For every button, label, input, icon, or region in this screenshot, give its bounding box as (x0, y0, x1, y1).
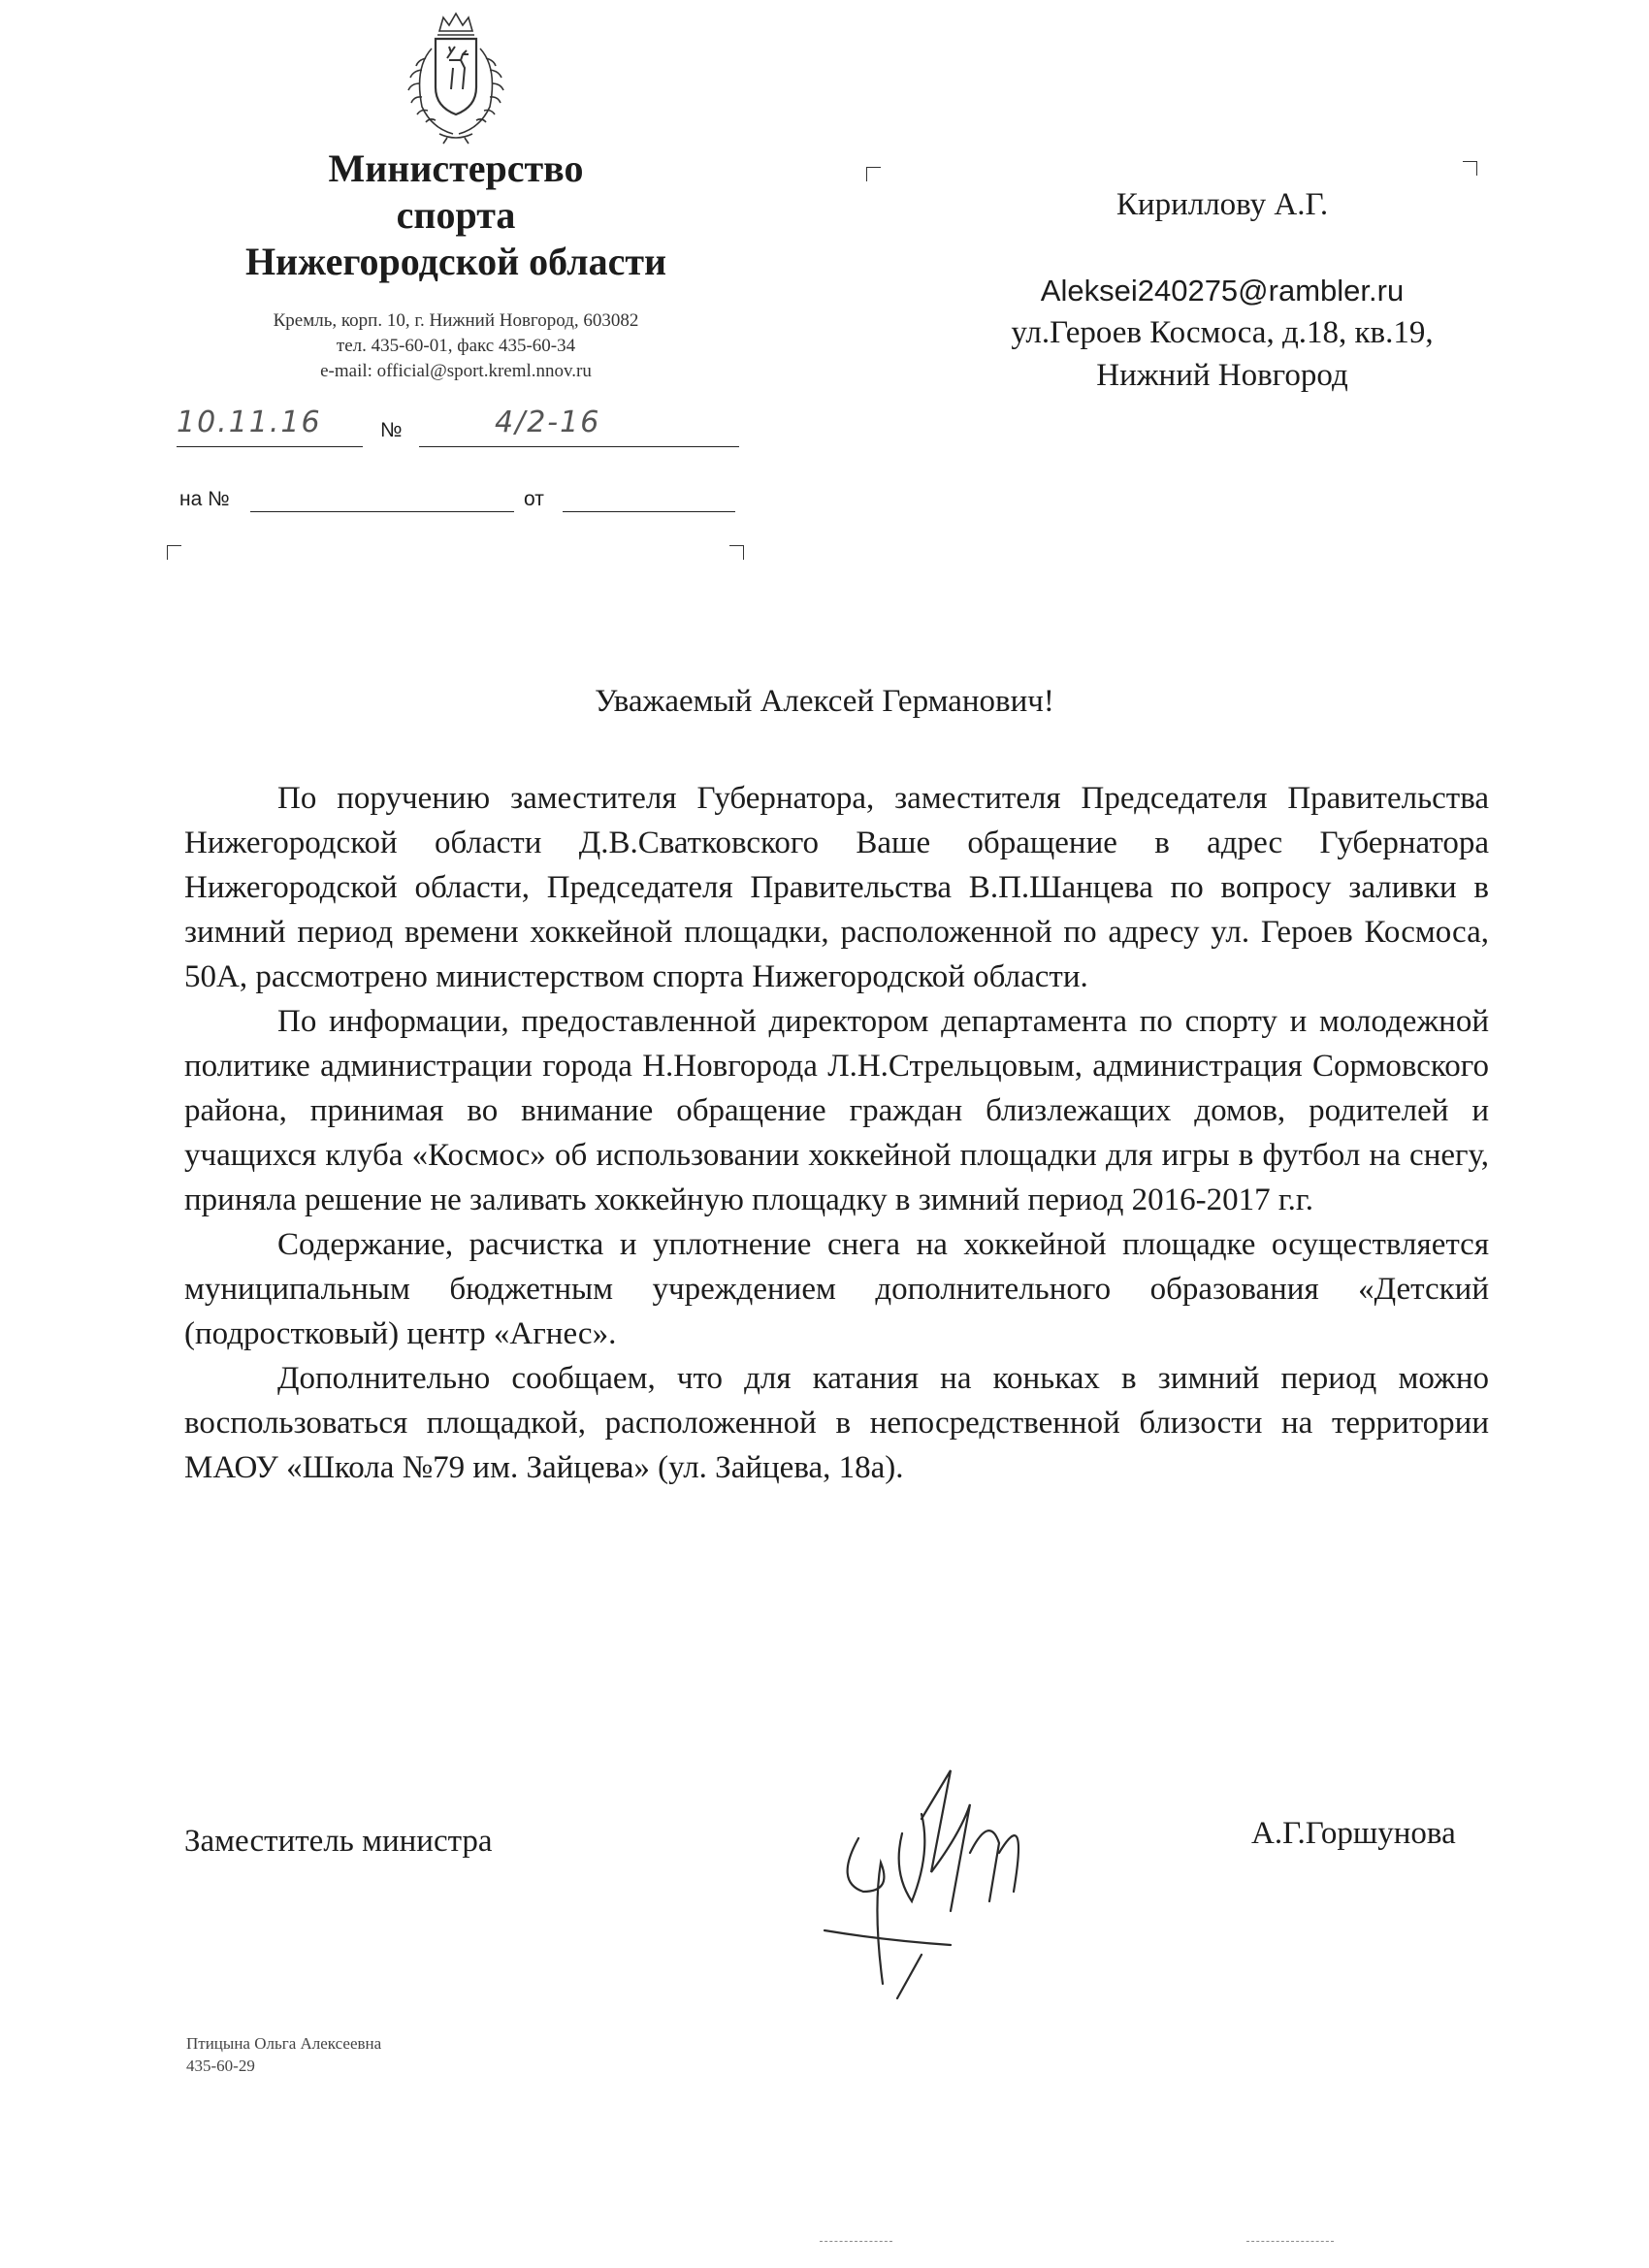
body-paragraph-4: Дополнительно сообщаем, что для катания на коньках в зимний период можно воспользоваться площадкой, расположенной в непосредственной близости на территории МАОУ «Школа №79 им. Зайцева» (ул. Зайцева, 18а). (184, 1361, 1489, 1485)
address-line: Кремль, корп. 10, г. Нижний Новгород, 603082 (273, 310, 639, 331)
ministry-name-line1: Министерство (328, 146, 584, 190)
greeting: Уважаемый Алексей Германович! (595, 684, 1054, 719)
ref-number-label: на № (179, 488, 230, 510)
handwritten-signature (805, 1746, 1096, 2037)
ref-date-underline (563, 511, 735, 512)
corner-mark-top-left (167, 545, 181, 560)
ministry-name (155, 146, 757, 285)
letter-body (184, 776, 1489, 1490)
scan-mark (820, 2241, 892, 2242)
executor-info (186, 2032, 381, 2077)
signatory-position: Заместитель министра (184, 1824, 493, 1859)
ref-from-label: от (524, 488, 544, 510)
body-paragraph-3: Содержание, расчистка и уплотнение снега на хоккейной площадке осуществляется муниципальным бюджетным учреждением дополнительного образования «Детский (подростковый) центр «Агнес». (184, 1227, 1489, 1351)
corner-mark-recipient-left (866, 167, 881, 181)
recipient-name: Кириллову А.Г. (1116, 187, 1329, 222)
phone-fax-line: тел. 435-60-01, факс 435-60-34 (336, 336, 576, 356)
ministry-address (155, 308, 757, 384)
ministry-name-line2: спорта (396, 193, 516, 237)
date-underline (177, 446, 363, 447)
coat-of-arms-emblem (393, 10, 519, 146)
corner-mark-top-right (729, 545, 744, 560)
recipient-city: Нижний Новгород (1096, 358, 1348, 393)
email-line: e-mail: official@sport.kreml.nnov.ru (320, 361, 592, 381)
number-underline (419, 446, 739, 447)
signatory-name: А.Г.Горшунова (1251, 1816, 1456, 1851)
executor-name: Птицына Ольга Алексеевна (186, 2034, 382, 2053)
recipient-address: ул.Героев Космоса, д.18, кв.19, (1011, 315, 1434, 350)
body-paragraph-2: По информации, предоставленной директором департамента по спорту и молодежной политике администрации города Н.Новгорода Л.Н.Стрельцовым, администрация Сормовского района, принимая во внимание обращение граждан близлежащих домов, родителей и учащихся клуба «Космос» об использовании хоккейной площадки для игры в футбол на снегу, приняла решение не заливать хоккейную площадку в зимний период 2016-2017 г.г. (184, 1004, 1489, 1217)
recipient-email: Aleksei240275@rambler.ru (1040, 274, 1405, 308)
executor-phone: 435-60-29 (186, 2057, 255, 2075)
ref-number-underline (250, 511, 514, 512)
body-paragraph-1: По поручению заместителя Губернатора, заместителя Председателя Правительства Нижегородской области Д.В.Сватковского Ваше обращение в адрес Губернатора Нижегородской области, Председателя Правительства В.П.Шанцева по вопросу заливки в зимний период времени хоккейной площадки, расположенной по адресу ул. Героев Космоса, 50А, рассмотрено министерством спорта Нижегородской области. (184, 781, 1489, 994)
scan-mark (1246, 2241, 1334, 2242)
corner-mark-recipient-right (1463, 161, 1477, 176)
handwritten-number: 4/2-16 (495, 405, 601, 439)
ministry-name-line3: Нижегородской области (244, 240, 667, 283)
handwritten-date: 10.11.16 (177, 405, 322, 439)
number-label: № (380, 419, 403, 441)
